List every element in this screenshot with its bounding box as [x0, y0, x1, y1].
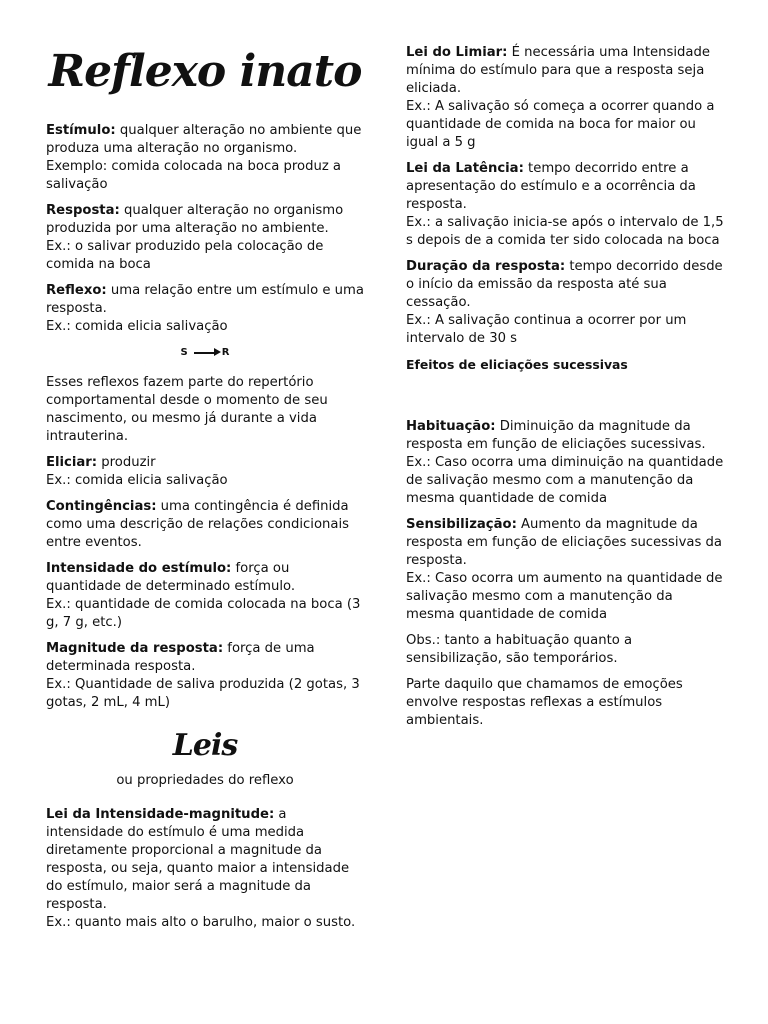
- definition-entry: [406, 160, 724, 250]
- term-label: Resposta: [46, 203, 115, 218]
- entries-group-1: [46, 122, 364, 336]
- term-separator: :: [110, 123, 116, 138]
- definition-entry: [46, 806, 364, 932]
- term-label: Eliciar: [46, 455, 92, 470]
- definition-entry: [46, 640, 364, 712]
- term-separator: :: [518, 161, 524, 176]
- term-label: Habituação: [406, 419, 491, 434]
- term-separator: :: [91, 455, 98, 470]
- leis-subtitle: ou propriedades do reflexo: [116, 773, 294, 788]
- section-heading: Efeitos de eliciações sucessivas: [406, 357, 628, 372]
- term-separator: :: [101, 283, 107, 298]
- example-text: Ex.: a salivação inicia-se após o intervalo de 1,5 s depois de a comida ter sido colocada na boca: [406, 215, 724, 248]
- entries-group-4: [406, 44, 724, 348]
- definition-entry: [46, 282, 364, 336]
- obs-paragraph: Obs.: tanto a habituação quanto a sensibilização, são temporários.: [406, 633, 633, 666]
- term-separator: :: [217, 641, 224, 656]
- term-label: Intensidade do estímulo: [46, 561, 227, 576]
- term-label: Lei da Latência: [406, 161, 519, 176]
- example-text: Ex.: Caso ocorra uma diminuição na quantidade de salivação mesmo com a manutenção da mesma quantidade de comida: [406, 455, 724, 506]
- definition-text: tempo decorrido entre a apresentação do estímulo e a ocorrência da resposta.: [406, 161, 696, 212]
- definition-text: força de uma determinada resposta.: [46, 641, 315, 674]
- term-label: Contingências: [46, 499, 152, 514]
- definition-text: Diminuição da magnitude da resposta em função de eliciações sucessivas.: [406, 419, 706, 452]
- definition-entry: [46, 498, 364, 552]
- entries-group-5: [406, 418, 724, 624]
- definition-text: uma contingência é definida como uma descrição de relações condicionais entre eventos.: [46, 499, 350, 550]
- definition-entry: [406, 44, 724, 152]
- definition-text: força ou quantidade de determinado estímulo.: [46, 561, 296, 594]
- entries-group-2: [46, 454, 364, 712]
- arrow-right-icon: [194, 352, 216, 354]
- definition-text: produzir: [97, 455, 156, 470]
- example-text: Ex.: A salivação só começa a ocorrer quando a quantidade de comida na boca for maior ou igual a 5 g: [406, 99, 715, 150]
- example-text: Ex.: quanto mais alto o barulho, maior o susto.: [46, 915, 356, 930]
- example-text: Ex.: Quantidade de saliva produzida (2 gotas, 3 gotas, 2 mL, 4 mL): [46, 677, 360, 710]
- leis-title: Leis: [172, 728, 238, 763]
- definition-text: É necessária uma Intensidade mínima do estímulo para que a resposta seja eliciada.: [406, 45, 710, 96]
- closing-paragraph: Parte daquilo que chamamos de emoções envolve respostas reflexas a estímulos ambientais.: [406, 677, 683, 728]
- left-column: [46, 0, 364, 940]
- definition-entry: [406, 516, 724, 624]
- example-text: Ex.: Caso ocorra um aumento na quantidade de salivação mesmo com a manutenção da mesma quantidade de comida: [406, 571, 723, 622]
- definition-entry: [46, 560, 364, 632]
- definition-entry: [46, 122, 364, 194]
- definition-entry: [46, 202, 364, 274]
- term-separator: :: [559, 259, 566, 274]
- definition-text: tempo decorrido desde o início da emissão da resposta até sua cessação.: [406, 259, 723, 310]
- term-label: Lei da Intensidade-magnitude: [46, 807, 269, 822]
- term-separator: :: [226, 561, 232, 576]
- definition-entry: [406, 258, 724, 348]
- stimulus-response-diagram: [46, 344, 364, 362]
- term-label: Lei do Limiar: [406, 45, 503, 60]
- definition-entry: [406, 418, 724, 508]
- term-separator: :: [151, 499, 157, 514]
- definition-text: qualquer alteração no organismo produzida por uma alteração no ambiente.: [46, 203, 344, 236]
- example-text: Ex.: comida elicia salivação: [46, 319, 228, 334]
- term-separator: :: [502, 45, 508, 60]
- example-text: Ex.: o salivar produzido pela colocação de comida na boca: [46, 239, 324, 272]
- example-text: Exemplo: comida colocada na boca produz a salivação: [46, 159, 342, 192]
- example-text: Ex.: quantidade de comida colocada na boca (3 g, 7 g, etc.): [46, 597, 361, 630]
- paragraph-repertorio: Esses reflexos fazem parte do repertório comportamental desde o momento de seu nascimento, ou mesmo já durante a vida intrauterina.: [46, 375, 328, 444]
- term-separator: :: [268, 807, 275, 822]
- term-separator: :: [490, 419, 496, 434]
- term-label: Sensibilização: [406, 517, 512, 532]
- definition-text: uma relação entre um estímulo e uma resposta.: [46, 283, 364, 316]
- definition-entry: [46, 454, 364, 490]
- page-title: Reflexo inato: [48, 46, 362, 97]
- definition-text: Aumento da magnitude da resposta em função de eliciações sucessivas da resposta.: [406, 517, 722, 568]
- definition-text: a intensidade do estímulo é uma medida diretamente proporcional a magnitude da resposta, ou seja, quanto maior a intensidade do estímulo, maior será a magnitude da resposta.: [46, 807, 350, 912]
- term-label: Estímulo: [46, 123, 111, 138]
- diagram-s-label: S: [180, 347, 188, 358]
- term-label: Duração da resposta: [406, 259, 560, 274]
- term-separator: :: [511, 517, 517, 532]
- definition-text: qualquer alteração no ambiente que produza uma alteração no organismo.: [46, 123, 362, 156]
- example-text: Ex.: A salivação continua a ocorrer por um intervalo de 30 s: [406, 313, 687, 346]
- term-label: Reflexo: [46, 283, 102, 298]
- diagram-r-label: R: [221, 347, 230, 358]
- term-separator: :: [114, 203, 120, 218]
- right-column: [406, 0, 724, 738]
- term-label: Magnitude da resposta: [46, 641, 218, 656]
- example-text: Ex.: comida elicia salivação: [46, 473, 228, 488]
- entries-group-3: [46, 806, 364, 932]
